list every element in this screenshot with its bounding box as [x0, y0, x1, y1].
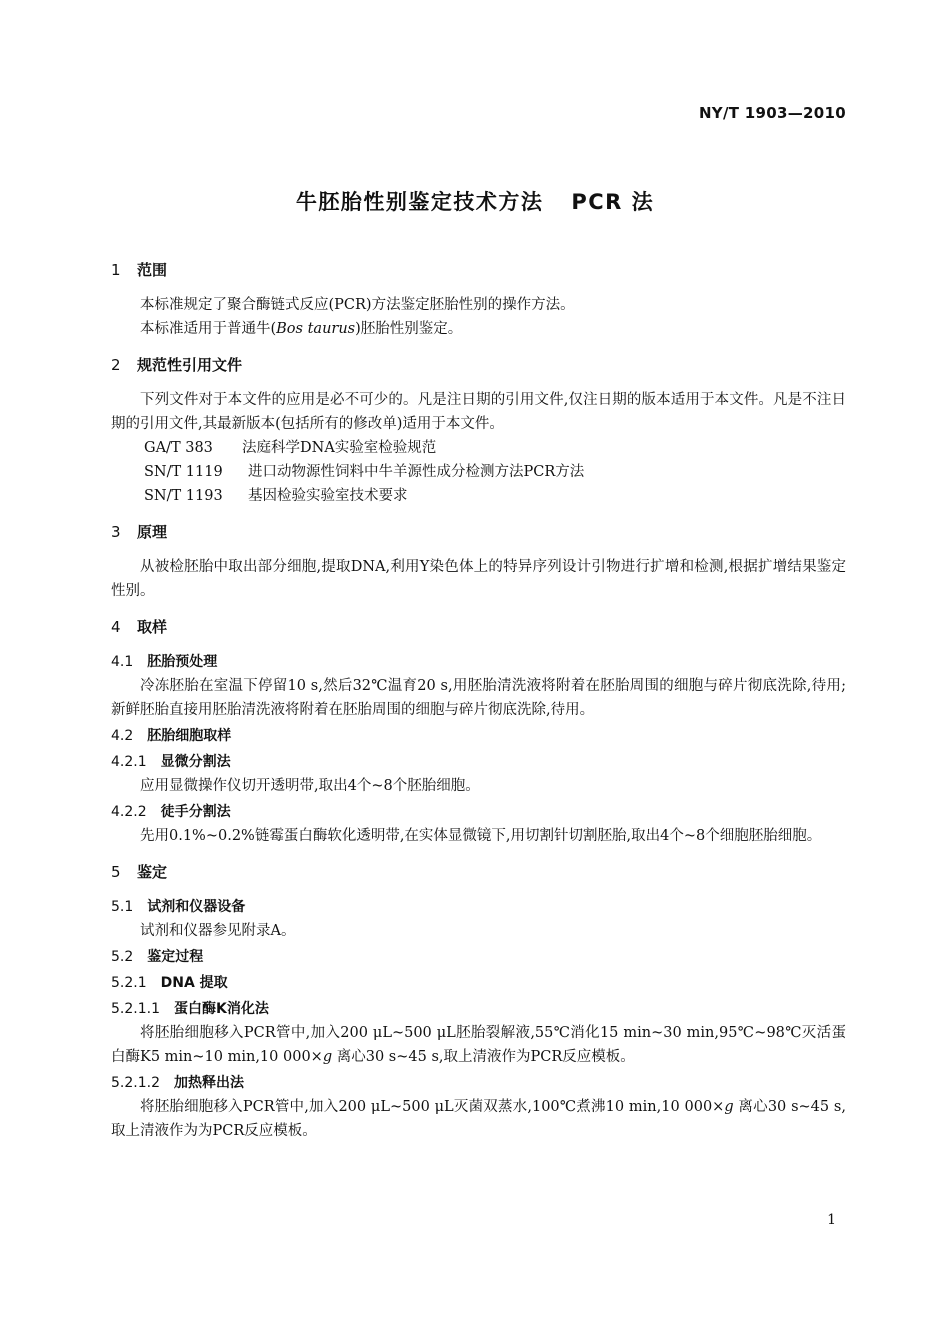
species-name: Bos taurus — [276, 321, 356, 337]
section-4-2-2-paragraph: 先用0.1%~0.2%链霉蛋白酶软化透明带,在实体显微镜下,用切割针切割胚胎,取出4个~8个细胞胚胎细胞。 — [140, 828, 822, 844]
reference-item: SN/T 1193 基因检验实验室技术要求 — [144, 488, 408, 504]
reference-item: SN/T 1119 进口动物源性饲料中牛羊源性成分检测方法PCR方法 — [144, 464, 585, 480]
section-1-paragraph-1: 本标准规定了聚合酶链式反应(PCR)方法鉴定胚胎性别的操作方法。 — [140, 297, 575, 313]
section-5-2-1-1-paragraph: 将胚胎细胞移入PCR管中,加入200 μL~500 μL胚胎裂解液,55℃消化15 min~30 min,95℃~98℃灭活蛋白酶K5 min~10 min,10 000×g 离心30 s~45 s,取上清液作为PCR反应模板。 — [111, 1025, 846, 1065]
reference-item: GA/T 383 法庭科学DNA实验室检验规范 — [144, 440, 437, 456]
document-code: NY/T 1903—2010 — [698, 104, 846, 122]
section-4-2-1-paragraph: 应用显微操作仪切开透明带,取出4个~8个胚胎细胞。 — [140, 778, 480, 794]
section-5-1-heading: 5.1 试剂和仪器设备 — [111, 899, 246, 915]
section-2-paragraph-1: 下列文件对于本文件的应用是必不可少的。凡是注日期的引用文件,仅注日期的版本适用于本文件。凡是不注日期的引用文件,其最新版本(包括所有的修改单)适用于本文件。 — [111, 392, 846, 432]
title-suffix: PCR 法 — [571, 190, 655, 214]
section-5-2-heading: 5.2 鉴定过程 — [111, 949, 204, 965]
page-number: 1 — [827, 1212, 836, 1228]
section-5-2-1-1-heading: 5.2.1.1 蛋白酶K消化法 — [111, 1001, 269, 1017]
section-5-2-1-2-heading: 5.2.1.2 加热释出法 — [111, 1075, 244, 1091]
section-4-1-heading: 4.1 胚胎预处理 — [111, 654, 218, 670]
section-4-2-1-heading: 4.2.1 显微分割法 — [111, 754, 231, 770]
section-4-2-heading: 4.2 胚胎细胞取样 — [111, 728, 232, 744]
section-4-heading: 4 取样 — [111, 618, 168, 636]
section-5-2-1-2-paragraph: 将胚胎细胞移入PCR管中,加入200 μL~500 μL灭菌双蒸水,100℃煮沸10 min,10 000×g 离心30 s~45 s,取上清液作为为PCR反应模板。 — [111, 1099, 846, 1139]
section-4-2-2-heading: 4.2.2 徒手分割法 — [111, 804, 231, 820]
section-5-1-paragraph: 试剂和仪器参见附录A。 — [140, 923, 296, 939]
section-5-heading: 5 鉴定 — [111, 863, 168, 881]
section-4-1-paragraph: 冷冻胚胎在室温下停留10 s,然后32℃温育20 s,用胚胎清洗液将附着在胚胎周围的细胞与碎片彻底洗除,待用;新鲜胚胎直接用胚胎清洗液将附着在胚胎周围的细胞与碎片彻底洗除,待用。 — [111, 678, 846, 718]
title-main: 牛胚胎性别鉴定技术方法 — [295, 190, 544, 214]
section-2-heading: 2 规范性引用文件 — [111, 356, 243, 374]
section-3-paragraph-1: 从被检胚胎中取出部分细胞,提取DNA,利用Y染色体上的特异序列设计引物进行扩增和检测,根据扩增结果鉴定性别。 — [111, 559, 846, 599]
section-5-2-1-heading: 5.2.1 DNA 提取 — [111, 975, 228, 991]
section-3-heading: 3 原理 — [111, 523, 168, 541]
document-title — [0, 186, 950, 216]
section-1-paragraph-2: 本标准适用于普通牛(Bos taurus)胚胎性别鉴定。 — [140, 321, 463, 337]
document-body — [111, 258, 846, 1143]
section-1-heading: 1 范围 — [111, 261, 168, 279]
